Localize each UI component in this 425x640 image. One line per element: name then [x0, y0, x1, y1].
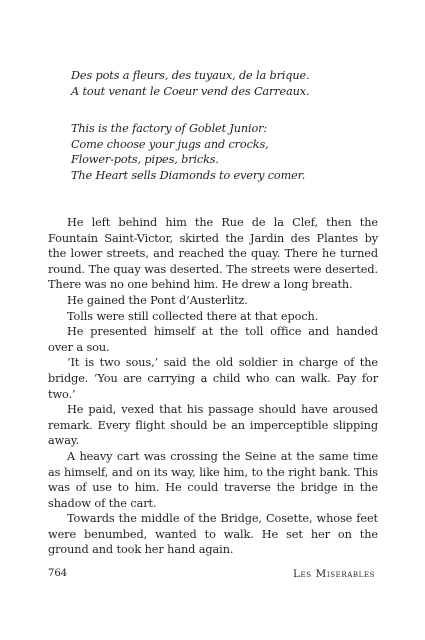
verse-line: A tout venant le Coeur vend des Carreaux.: [71, 84, 310, 98]
paragraph: ‘It is two sous,’ said the old soldier in charge of the bridge. ‘You are carrying a child who can walk. Pay for two.’: [48, 356, 378, 401]
paragraph: Tolls were still collected there at that epoch.: [67, 309, 319, 323]
running-title: Les Miserables: [292, 568, 375, 580]
verse-line: The Heart sells Diamonds to every comer.: [71, 168, 306, 182]
paragraph: A heavy cart was crossing the Seine at the same time as himself, and on its way, like him, to the right bank. This was of use to him. He could traverse the bridge in the shadow of the cart.: [48, 449, 378, 510]
paragraph: He gained the Pont d’Austerlitz.: [67, 293, 248, 307]
body-text: [48, 215, 378, 558]
paragraph: He presented himself at the toll office and handed over a sou.: [48, 325, 378, 354]
verse-line: This is the factory of Goblet Junior:: [71, 122, 268, 135]
verse-line: Des pots a fleurs, des tuyaux, de la brique.: [71, 69, 310, 82]
page-number: 764: [48, 568, 68, 579]
verse-line: Come choose your jugs and crocks,: [71, 137, 269, 151]
paragraph: He paid, vexed that his passage should have aroused remark. Every flight should be an imperceptible slipping away.: [48, 403, 378, 448]
paragraph: Towards the middle of the Bridge, Cosette, whose feet were benumbed, wanted to walk. He set her on the ground and took her hand again.: [48, 512, 378, 557]
french-verse: [71, 68, 371, 99]
verse-line: Flower-pots, pipes, bricks.: [71, 153, 219, 167]
paragraph: He left behind him the Rue de la Clef, then the Fountain Saint-Victor, skirted the Jardin des Plantes by the lower streets, and reached the quay. There he turned round. The quay was deserted. The streets were deserted. There was no one behind him. He drew a long breath.: [48, 216, 378, 292]
english-verse: [71, 121, 371, 183]
